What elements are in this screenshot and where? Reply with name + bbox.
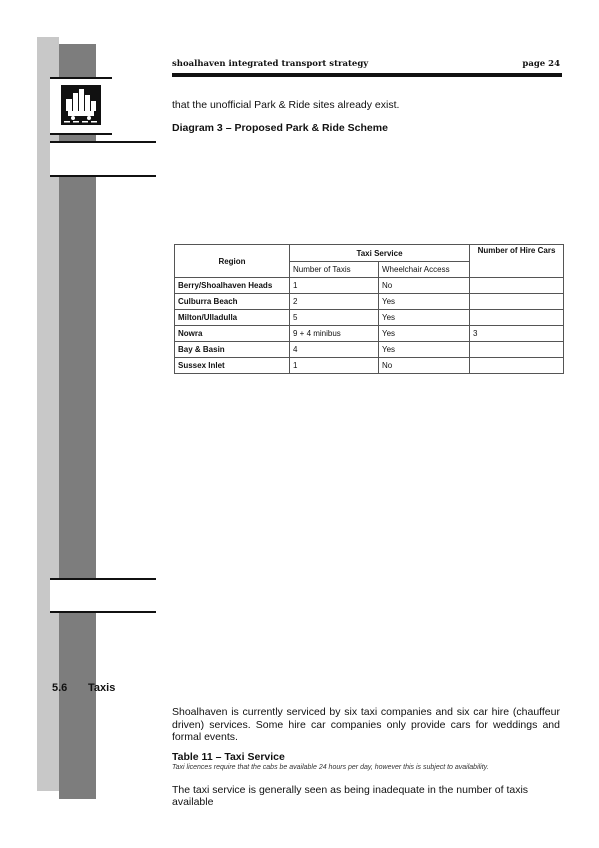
city-transport-icon [61,85,101,125]
section-number: 5.6 [52,682,68,694]
page-number: page 24 [522,59,560,69]
cell-taxis: 1 [290,278,379,294]
cell-hire [470,278,564,294]
section-title: Taxis [88,682,116,694]
cell-hire [470,358,564,374]
table-caption: Table 11 – Taxi Service [172,751,285,763]
cell-region: Nowra [175,326,290,342]
header-region: Region [175,245,290,278]
cell-taxis: 1 [290,358,379,374]
table-row [175,358,564,374]
header-taxi-service: Taxi Service [290,245,470,262]
cell-region: Bay & Basin [175,342,290,358]
table-row [175,310,564,326]
cell-region: Berry/Shoalhaven Heads [175,278,290,294]
header-title: shoalhaven integrated transport strategy [172,59,369,69]
table-row [175,326,564,342]
table-row [175,342,564,358]
cell-hire [470,310,564,326]
cell-hire [470,294,564,310]
cell-hire: 3 [470,326,564,342]
cell-wheelchair: No [379,278,470,294]
intro-text: that the unofficial Park & Ride sites already exist. [172,99,400,111]
header-wheelchair: Wheelchair Access [379,262,470,278]
cell-hire [470,342,564,358]
table-row [175,294,564,310]
body-paragraph: Shoalhaven is currently serviced by six taxi companies and six car hire (chauffeur driven) services. Some hire car companies only provide cars for weddings and formal events. [172,706,560,743]
sidebar-band [50,141,156,177]
cell-taxis: 9 + 4 minibus [290,326,379,342]
closing-text: The taxi service is generally seen as being inadequate in the number of taxis available [172,784,529,808]
cell-taxis: 5 [290,310,379,326]
sidebar-band [50,578,156,613]
taxi-service-table [174,244,564,374]
header-hire-cars: Number of Hire Cars [470,245,564,278]
cell-taxis: 2 [290,294,379,310]
cell-wheelchair: Yes [379,342,470,358]
diagram-title: Diagram 3 – Proposed Park & Ride Scheme [172,122,388,134]
cell-region: Culburra Beach [175,294,290,310]
cell-wheelchair: No [379,358,470,374]
cell-wheelchair: Yes [379,326,470,342]
cell-taxis: 4 [290,342,379,358]
header-num-taxis: Number of Taxis [290,262,379,278]
cell-region: Sussex Inlet [175,358,290,374]
table-note: Taxi licences require that the cabs be available 24 hours per day, however this is subject to availability. [172,764,489,771]
table-row [175,278,564,294]
logo [50,77,112,135]
page-header [172,59,562,77]
cell-region: Milton/Ulladulla [175,310,290,326]
cell-wheelchair: Yes [379,294,470,310]
cell-wheelchair: Yes [379,310,470,326]
